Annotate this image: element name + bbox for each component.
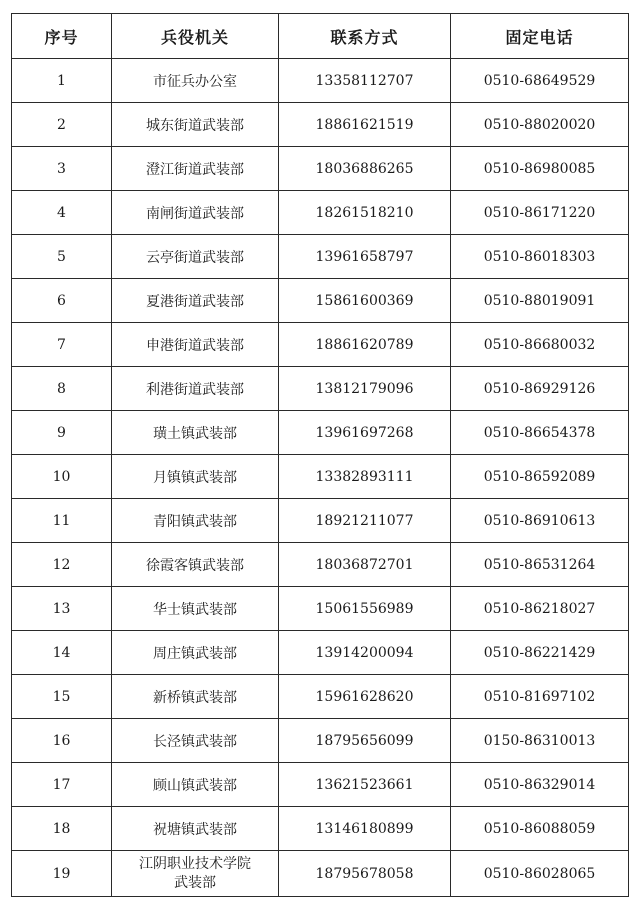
row-mobile: 18861621519 [279, 103, 451, 147]
row-tel: 0510-86980085 [451, 147, 629, 191]
row-tel: 0510-86654378 [451, 411, 629, 455]
row-tel: 0510-68649529 [451, 59, 629, 103]
row-org: 璜土镇武装部 [112, 411, 279, 455]
table-row [12, 147, 629, 191]
table-row [12, 543, 629, 587]
row-org: 城东街道武装部 [112, 103, 279, 147]
table-row [12, 455, 629, 499]
table-row [12, 235, 629, 279]
table-row [12, 411, 629, 455]
row-no: 10 [12, 455, 112, 499]
row-tel: 0510-88019091 [451, 279, 629, 323]
row-org: 长泾镇武装部 [112, 719, 279, 763]
row-no: 6 [12, 279, 112, 323]
row-mobile: 13358112707 [279, 59, 451, 103]
table-row [12, 763, 629, 807]
table-row [12, 191, 629, 235]
row-tel: 0510-81697102 [451, 675, 629, 719]
row-mobile: 18795656099 [279, 719, 451, 763]
table-row [12, 323, 629, 367]
row-org: 周庄镇武装部 [112, 631, 279, 675]
row-no: 16 [12, 719, 112, 763]
row-tel: 0510-86592089 [451, 455, 629, 499]
row-mobile: 13382893111 [279, 455, 451, 499]
row-no: 19 [12, 851, 112, 897]
row-tel: 0510-86680032 [451, 323, 629, 367]
row-no: 7 [12, 323, 112, 367]
row-tel: 0510-86218027 [451, 587, 629, 631]
row-mobile: 13961697268 [279, 411, 451, 455]
row-mobile: 18861620789 [279, 323, 451, 367]
row-tel: 0150-86310013 [451, 719, 629, 763]
row-tel: 0510-86018303 [451, 235, 629, 279]
row-no: 4 [12, 191, 112, 235]
row-org: 新桥镇武装部 [112, 675, 279, 719]
row-tel: 0510-86221429 [451, 631, 629, 675]
row-no: 9 [12, 411, 112, 455]
row-mobile: 13621523661 [279, 763, 451, 807]
header-mobile: 联系方式 [279, 14, 451, 59]
row-org: 利港街道武装部 [112, 367, 279, 411]
row-tel: 0510-88020020 [451, 103, 629, 147]
row-no: 3 [12, 147, 112, 191]
row-no: 13 [12, 587, 112, 631]
table-row [12, 279, 629, 323]
table-row [12, 103, 629, 147]
row-tel: 0510-86929126 [451, 367, 629, 411]
header-row [12, 14, 629, 59]
row-no: 5 [12, 235, 112, 279]
row-mobile: 18921211077 [279, 499, 451, 543]
table-row [12, 499, 629, 543]
row-mobile: 13146180899 [279, 807, 451, 851]
table-row [12, 807, 629, 851]
row-org: 云亭街道武装部 [112, 235, 279, 279]
row-mobile: 15861600369 [279, 279, 451, 323]
row-org: 市征兵办公室 [112, 59, 279, 103]
contact-table [11, 13, 629, 897]
row-mobile: 15061556989 [279, 587, 451, 631]
row-org: 华士镇武装部 [112, 587, 279, 631]
row-tel: 0510-86028065 [451, 851, 629, 897]
header-org: 兵役机关 [112, 14, 279, 59]
row-no: 11 [12, 499, 112, 543]
row-mobile: 15961628620 [279, 675, 451, 719]
row-no: 15 [12, 675, 112, 719]
row-org: 月镇镇武装部 [112, 455, 279, 499]
row-no: 12 [12, 543, 112, 587]
header-tel: 固定电话 [451, 14, 629, 59]
row-no: 8 [12, 367, 112, 411]
row-no: 18 [12, 807, 112, 851]
row-org: 申港街道武装部 [112, 323, 279, 367]
row-org: 南闸街道武装部 [112, 191, 279, 235]
row-no: 17 [12, 763, 112, 807]
row-org: 祝塘镇武装部 [112, 807, 279, 851]
row-tel: 0510-86329014 [451, 763, 629, 807]
row-mobile: 18036872701 [279, 543, 451, 587]
row-org: 青阳镇武装部 [112, 499, 279, 543]
row-mobile: 18261518210 [279, 191, 451, 235]
row-org: 顾山镇武装部 [112, 763, 279, 807]
row-tel: 0510-86088059 [451, 807, 629, 851]
row-no: 14 [12, 631, 112, 675]
row-org [112, 851, 279, 897]
table-row [12, 719, 629, 763]
row-org: 徐霞客镇武装部 [112, 543, 279, 587]
row-org-line1: 江阴职业技术学院 [139, 855, 251, 872]
table-row [12, 675, 629, 719]
table-row [12, 587, 629, 631]
table-row [12, 367, 629, 411]
table-row [12, 631, 629, 675]
row-org: 夏港街道武装部 [112, 279, 279, 323]
row-tel: 0510-86171220 [451, 191, 629, 235]
row-mobile: 13914200094 [279, 631, 451, 675]
table-row [12, 851, 629, 897]
row-org-line2: 武装部 [174, 874, 216, 891]
row-no: 2 [12, 103, 112, 147]
row-mobile: 13812179096 [279, 367, 451, 411]
row-mobile: 18036886265 [279, 147, 451, 191]
row-mobile: 18795678058 [279, 851, 451, 897]
row-org: 澄江街道武装部 [112, 147, 279, 191]
table-row [12, 59, 629, 103]
row-tel: 0510-86531264 [451, 543, 629, 587]
row-no: 1 [12, 59, 112, 103]
header-no: 序号 [12, 14, 112, 59]
row-mobile: 13961658797 [279, 235, 451, 279]
row-tel: 0510-86910613 [451, 499, 629, 543]
